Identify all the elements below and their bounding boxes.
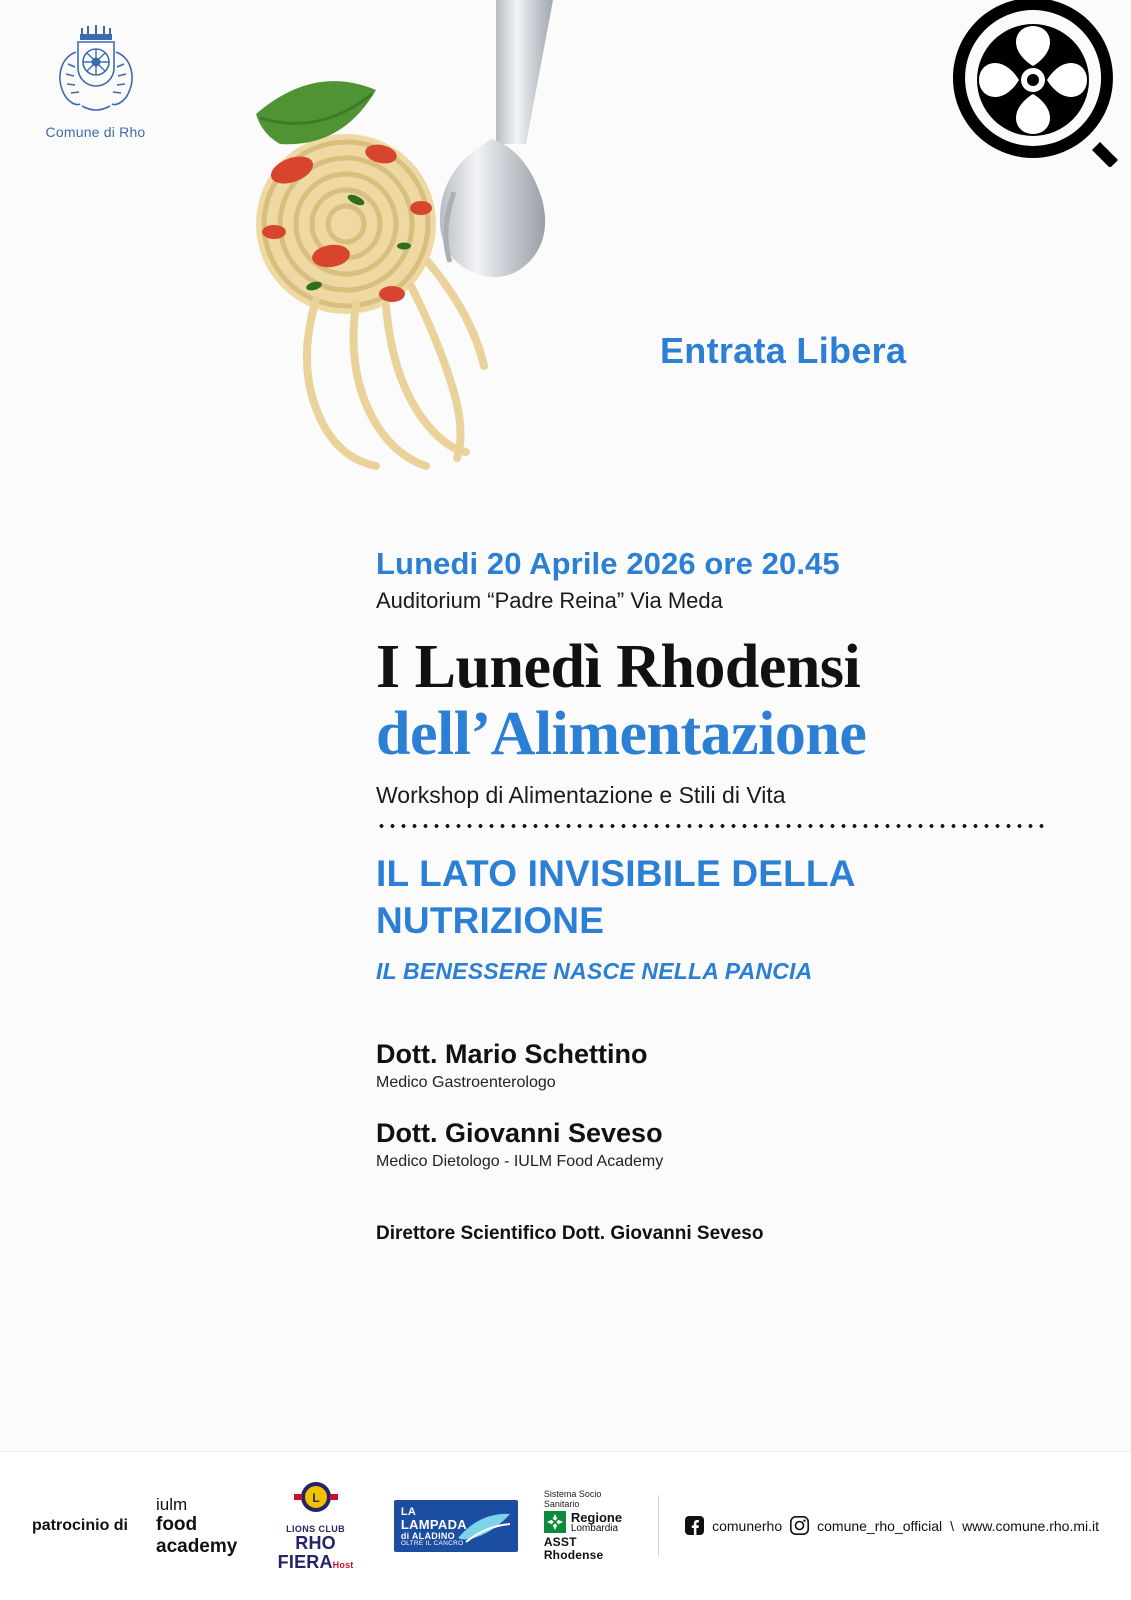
lunedi-rhodensi-wheel-icon	[946, 0, 1121, 167]
footer-divider	[658, 1495, 659, 1557]
website-link[interactable]: www.comune.rho.mi.it	[962, 1517, 1099, 1534]
comune-logo-caption: Comune di Rho	[45, 124, 146, 140]
event-topic: IL LATO INVISIBILE DELLA NUTRIZIONE	[376, 853, 855, 941]
speaker-name: Dott. Giovanni Seveso	[376, 1117, 663, 1148]
asst-sistema-label: Sistema Socio Sanitario	[543, 1488, 602, 1510]
regione-lombardia-rose-icon	[544, 1511, 566, 1533]
speakers-list	[376, 1039, 1066, 1171]
speaker-item	[376, 1039, 1066, 1092]
lions-line2: RHO FIERA	[277, 1533, 336, 1573]
speaker-role: Medico Dietologo - IULM Food Academy	[376, 1152, 664, 1170]
asst-azienda-label: ASST Rhodense	[543, 1534, 604, 1563]
event-title-line1: I Lunedì Rhodensi	[376, 633, 861, 701]
instagram-handle[interactable]: comune_rho_official	[817, 1517, 943, 1534]
lampada-swoosh-icon	[456, 1508, 514, 1548]
scientific-director: Direttore Scientifico Dott. Giovanni Seveso	[376, 1222, 764, 1244]
dotted-divider	[376, 823, 1046, 829]
facebook-icon[interactable]	[685, 1516, 704, 1535]
social-links	[685, 1516, 1099, 1535]
event-details	[376, 546, 1066, 1245]
facebook-handle[interactable]: comunerho	[712, 1517, 783, 1534]
event-datetime: Lunedi 20 Aprile 2026 ore 20.45	[376, 546, 840, 581]
event-title-line2: dell’Alimentazione	[376, 700, 867, 769]
iulm-logo-line3: academy	[156, 1535, 238, 1557]
iulm-food-academy-logo	[156, 1495, 237, 1557]
speaker-role: Medico Gastroenterologo	[376, 1073, 556, 1091]
svg-text:L: L	[311, 1490, 320, 1505]
event-venue: Auditorium “Padre Reina” Via Meda	[376, 588, 723, 613]
lampada-line1: LA	[400, 1505, 417, 1518]
patrocinio-label: patrocinio di	[32, 1516, 128, 1534]
iulm-logo-line2: food	[156, 1514, 198, 1536]
lions-emblem-icon	[290, 1480, 342, 1520]
entrata-libera-text: Entrata Libera	[660, 330, 907, 371]
lampada-line3: OLTRE IL CANCRO	[400, 1540, 464, 1548]
regione-sub-label: Lombardia	[570, 1522, 619, 1534]
comune-di-rho-logo	[38, 18, 153, 140]
lions-line1: LIONS CLUB	[286, 1523, 346, 1534]
footer	[0, 1451, 1131, 1600]
lampada-di-aladino-logo	[394, 1500, 518, 1552]
rho-crest-icon	[50, 18, 142, 122]
lions-line3: Host	[332, 1560, 354, 1571]
event-subtitle: Workshop di Alimentazione e Stili di Vita	[376, 782, 786, 809]
lions-club-rho-fiera-logo	[263, 1480, 367, 1572]
speaker-item	[376, 1118, 1066, 1171]
regione-label: Regione	[570, 1509, 623, 1525]
iulm-logo-line1: iulm	[156, 1495, 188, 1515]
event-topic-subtitle: IL BENESSERE NASCE NELLA PANCIA	[376, 957, 813, 984]
social-separator: \	[950, 1517, 955, 1534]
instagram-icon[interactable]	[790, 1516, 809, 1535]
fork-with-spaghetti-photo	[196, 0, 666, 504]
lampada-line2b: di ALADINO	[400, 1530, 455, 1541]
asst-rhodense-logo	[544, 1489, 626, 1563]
speaker-name: Dott. Mario Schettino	[376, 1038, 648, 1069]
lampada-line2: LAMPADA	[400, 1517, 467, 1533]
